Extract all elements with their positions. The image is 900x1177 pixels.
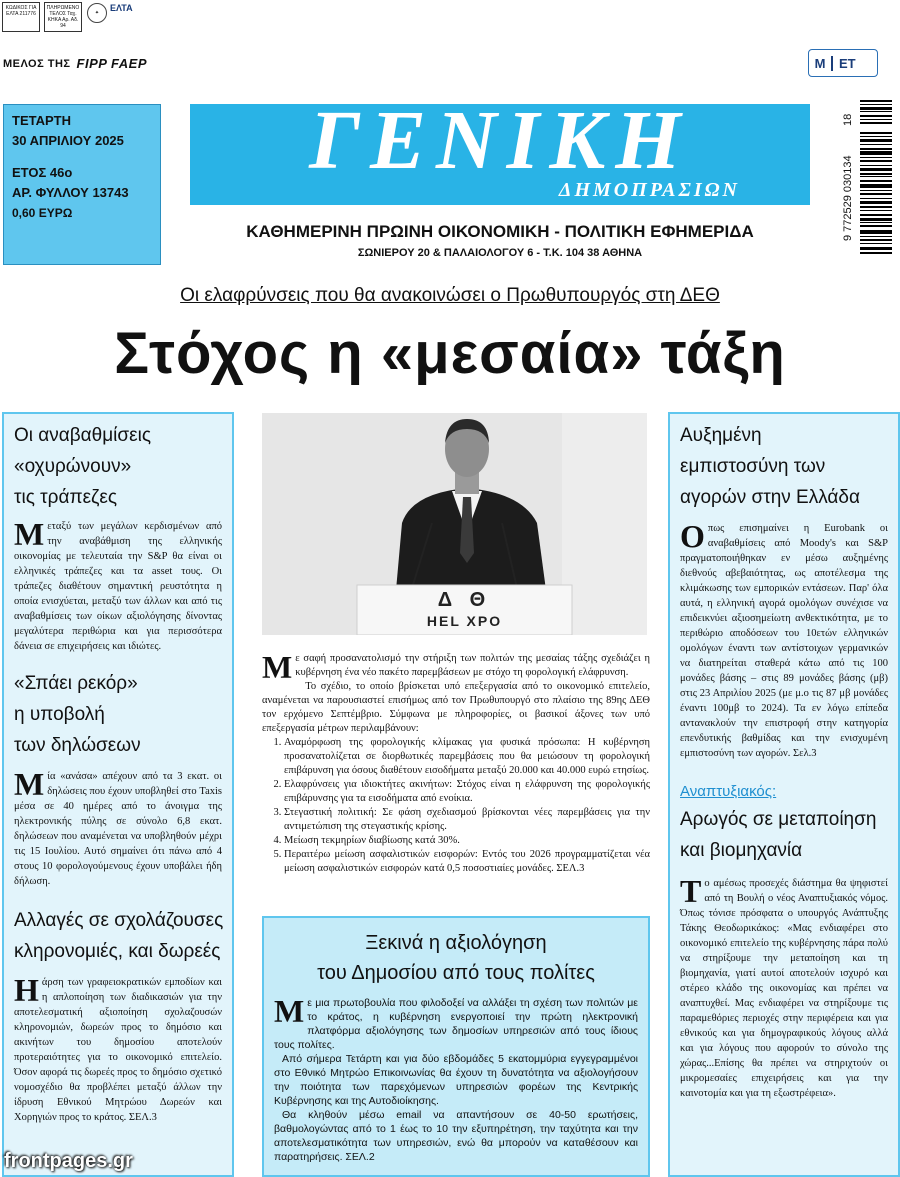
masthead-subtitle: ΔΗΜΟΠΡΑΣΙΩΝ — [558, 179, 740, 201]
elta-logo: ΕΛΤΑ — [110, 3, 133, 13]
seal-icon: ✦ — [87, 3, 107, 23]
barcode-main-bars — [860, 132, 892, 264]
blue-box-p3: Θα κληθούν μέσω email να απαντήσουν σε 40-50 ερωτήσεις, βαθμολογώντας από το 1 έως το 10 την εξυπηρέτηση, την ταχύτητα και την αποτελεσματικότητα των υπηρεσιών, ενώ θα μπορούν να καταθέσουν και παρατηρήσεις. ΣΕΛ.2 — [274, 1109, 638, 1163]
story-1-dropcap: Μ — [14, 516, 45, 552]
blue-box-dropcap: Μ — [274, 993, 305, 1029]
right-story-2-rubric: Αναπτυξιακός: — [680, 783, 777, 800]
blue-box-body — [264, 993, 648, 1164]
issue-info-box — [3, 104, 161, 265]
barcode-issue-digits: 18 — [842, 113, 854, 126]
masthead-tagline: ΚΑΘΗΜΕΡΙΝΗ ΠΡΩΙΝΗ ΟΙΚΟΝΟΜΙΚΗ - ΠΟΛΙΤΙΚΗ ΕΦΗΜΕΡΙΔΑ — [246, 222, 754, 241]
met-badge — [808, 49, 878, 77]
podium-logo-text: Δ Θ — [437, 589, 492, 611]
main-story-item: 3. Στεγαστική πολιτική: Σε φάση σχεδιασμού βρίσκονται νέες παρεμβάσεις για την αντιμετώπιση της στεγαστικής κρίσης. — [284, 806, 650, 834]
issue-year: ΕΤΟΣ 46ο — [12, 165, 73, 181]
main-story-dropcap: Μ — [262, 649, 293, 685]
issue-price: 0,60 ΕΥΡΩ — [12, 205, 73, 220]
member-line — [3, 56, 147, 71]
barcode-number: 9 772529 030134 — [842, 155, 854, 241]
right-story-2-headline-line2: και βιομηχανία — [680, 840, 803, 861]
story-2-body — [4, 766, 232, 889]
masthead-banner — [190, 94, 810, 205]
right-story-2-headline-line1: Αρωγός σε μεταποίηση — [680, 809, 877, 830]
watermark: frontpages.gr — [4, 1150, 133, 1172]
main-story-list — [262, 736, 650, 876]
main-story — [262, 649, 650, 876]
right-story-2-dropcap: Τ — [680, 873, 702, 909]
issue-date: 30 ΑΠΡΙΛΙΟΥ 2025 — [12, 133, 124, 149]
right-story-2-text: ο αμέσως προσεχές διάστημα θα ψηφιστεί από τη Βουλή ο νέος Αναπτυξιακός νόμος. Όπως τόνισε πρόσφατα ο υπουργός Ανάπτυξης Τάκης Θεοδωρικάκος: «Μας ενδιαφέρει στο οικονομικό επιτελείο της κυβέρνησης πάρα πολύ να στηρίξουμε την μεταποίηση και τη βιομηχανία, γιατί αυτοί αποτελούν ισχυρό και στέρεο κλάδο της οικονομίας και πρέπει να αναπτυχθεί. Μας ενδιαφέρει να στηρίξουμε τις παραμεθόριες περιοχές στην περιφέρεια και για εθνικούς και για δημογραφικούς λόγους αλλά και για λόγους που αφορούν το σύνολο της χώρας...Επίσης θα πρέπει να στηριχτούν οι μικρομεσαίες επιχειρήσεις και για την καινοτομία και για τη εξωστρέφεια». — [680, 878, 888, 1099]
right-story-1-headline-line3: αγορών στην Ελλάδα — [680, 487, 860, 508]
right-story-1-headline-line2: εμπιστοσύνη των — [680, 456, 826, 477]
story-1-headline-line3: τις τράπεζες — [14, 487, 118, 508]
issue-number: ΑΡ. ΦΥΛΛΟΥ 13743 — [12, 185, 129, 201]
story-3-headline-line2: κληρονομιές, και δωρεές — [14, 941, 221, 962]
story-1-headline-line1: Οι αναβαθμίσεις — [14, 425, 151, 446]
story-3-body — [4, 972, 232, 1125]
story-2-text: ία «ανάσα» απέχουν από τα 3 εκατ. οι δηλώσεις που έχουν υποβληθεί στο Taxis μέσα σε 40 ημέρες από το άνοιγμα της ηλεκτρονικής πύλης σε σύνολο 6,8 εκατ. δηλώσεων που αναμένεται να υποβληθούν μέχρι τις 15 Ιουλίου. Αυτό σημαίνει ότι πάνω από 4 στους 10 φορολογούμενους έχουν υποβάλει ήδη δήλωση. — [14, 771, 222, 887]
public-service-evaluation-box — [262, 916, 650, 1177]
story-3-dropcap: Η — [14, 972, 39, 1008]
lead-photo — [262, 413, 647, 635]
story-1-body — [4, 516, 232, 654]
met-left: Μ — [809, 56, 833, 71]
member-prefix: ΜΕΛΟΣ ΤΗΣ — [3, 57, 71, 70]
masthead-address: ΣΩΝΙΕΡΟΥ 20 & ΠΑΛΑΙΟΛΟΓΟΥ 6 - Τ.Κ. 104 38 ΑΘΗΝΑ — [357, 247, 643, 259]
story-2-headline-line3: των δηλώσεων — [14, 735, 141, 756]
lead-headline: Στόχος η «μεσαία» τάξη — [114, 321, 786, 386]
main-story-item: 1. Αναμόρφωση της φορολογικής κλίμακας για φυσικά πρόσωπα: Η κυβέρνηση προσανατολίζεται σε διορθωτικές παρεμβάσεις που θα μειώσουν τη φορολογική επιβάρυνση για όσους διαθέτουν εισοδήματα μεταξύ 20.000 και 40.000 ευρώ ετησίως. — [284, 736, 650, 778]
story-1-text: εταξύ των μεγάλων κερδισμένων από την αναβάθμιση της ελληνικής οικονομίας με τελευταία την S&P θα είναι οι ελληνικές τράπεζες και τα asset τους. Οι τράπεζες διαθέτουν σημαντική ρευστότητα η οποία ενισχύεται, μεταξύ των άλλων και από τις αναβαθμίσεις των οίκων αξιολόγησης δίνοντας μεγαλύτερα περιθώρια και για περισσότερα δάνεια σε επιχειρήσεις και ιδιώτες. — [14, 521, 222, 652]
main-story-item: 5. Περαιτέρω μείωση ασφαλιστικών εισφορών: Εντός του 2026 προγραμματίζεται νέα μείωση ασφαλιστικών εισφορών κατά 0,5 ποσοστιαίες μονάδες. ΣΕΛ.3 — [284, 848, 650, 876]
main-story-item: 2. Ελαφρύνσεις για ιδιοκτήτες ακινήτων: Στόχος είναι η ελάφρυνση της φορολογικής επιβάρυνσης για τα εισοδήματα από ενοίκια. — [284, 778, 650, 806]
story-3-headline-line1: Αλλαγές σε σχολάζουσες — [14, 910, 224, 931]
story-1-headline-line2: «οχυρώνουν» — [14, 456, 132, 477]
barcode — [836, 98, 898, 268]
story-2-dropcap: Μ — [14, 766, 45, 802]
right-story-1-headline-line1: Αυξημένη — [680, 425, 762, 446]
postal-code-badge — [2, 2, 40, 32]
blue-box-p1: ε μια πρωτοβουλία που φιλοδοξεί να αλλάξει τη σχέση των πολιτών με το κράτος, η κυβέρνηση ενεργοποιεί την πρώτη ηλεκτρονική πλατφόρμα αξιολόγησης των δημοσίων υπηρεσιών από τους ίδιους τους πολίτες. — [274, 997, 638, 1051]
main-story-intro: ε σαφή προσανατολισμό την στήριξη των πολιτών της μεσαίας τάξης σχεδιάζει η κυβέρνηση ένα νέο πακέτο παρεμβάσεων με στόχο τη φορολογική ελάφρυνση. — [295, 653, 650, 678]
masthead-title: ΓΕΝΙΚΗ — [309, 94, 691, 187]
paid-fee-text: ΠΛΗΡΩΜΕΝΟ ΤΕΛΟΣ Ταχ. ΚΗΚΑ Αρ. Αδ. 94 — [46, 5, 80, 29]
right-story-2-body — [670, 873, 898, 1101]
podium-logo-subtext: HEL XPO — [426, 613, 503, 629]
blue-box-headline-line1: Ξεκινά η αξιολόγηση — [365, 932, 547, 954]
story-2-headline-line2: η υποβολή — [14, 704, 105, 725]
paid-fee-badge — [44, 2, 82, 32]
right-story-1-dropcap: Ο — [680, 518, 705, 554]
lead-kicker: Οι ελαφρύνσεις που θα ανακοινώσει ο Πρωθυπουργός στη ΔΕΘ — [180, 285, 720, 306]
met-right: ΕΤ — [839, 55, 856, 71]
weekday: ΤΕΤΑΡΤΗ — [12, 113, 71, 128]
barcode-addon-bars — [860, 100, 892, 128]
right-story-1-text: πως επισημαίνει η Eurobank οι αναβαθμίσεις από Moody's και S&P πραγματοποιήθηκαν εν μέσω αυξημένης διεθνούς αβεβαιότητας, ως αποτέλεσμα της κλιμάκωσης των εμπορικών εντάσεων. Παρ' όλα αυτά, η ελληνική αγορά ομολόγων συνέχισε να επιδεικνύει αξιοσημείωτη ανθεκτικότητα, με το περιθώριο αποδόσεων του 10ετών ελληνικών ομολόγων έναντι των αντίστοιχων γερμανικών να διατηρείται σταθερά κάτω από τις 100 μονάδες βάσης – στις 89 μονάδες βάσης (μβ) στις 23 Απριλίου 2025 (με μ.ο τις 87 μβ μονάδες έναντι 100μβ το 2024). Τα εν λόγω επίπεδα αντανακλούν την επιστροφή στην κατηγορία επενδυτικής βαθμίδας και την ενισχυμένη εμπιστοσύνη των αγορών. Σελ.3 — [680, 523, 888, 759]
right-column — [668, 412, 900, 1177]
main-story-paragraph-2: Το σχέδιο, το οποίο βρίσκεται υπό επεξεργασία από το οικονομικό επιτελείο, αναμένεται να παρουσιαστεί επισήμως από τον Πρωθυπουργό στο πλαίσιο της 89ης ΔΕΘ τον ερχόμενο Σεπτέμβριο. Σύμφωνα με πληροφορίες, οι βασικοί άξονες των υπό επεξεργασία μέτρων περιλαμβάνουν: — [262, 681, 650, 734]
postal-code-text: ΚΩΔΙΚΟΣ ΓΙΑ ΕΛΤΑ 211776 — [5, 5, 37, 17]
blue-box-p2: Από σήμερα Τετάρτη και για δύο εβδομάδες 5 εκατομμύρια εγγεγραμμένοι στο Εθνικό Μητρώο Επικοινωνίας θα έχουν τη δυνατότητα να αξιολογήσουν την ποιότητα των παρεχόμενων υπηρεσιών φορέων της Κεντρικής Κυβέρνησης και της Αυτοδιοίκησης. — [274, 1053, 638, 1107]
right-story-1-body — [670, 518, 898, 761]
blue-box-headline-line2: του Δημοσίου από τους πολίτες — [317, 962, 595, 984]
left-column — [2, 412, 234, 1177]
story-2-headline-line1: «Σπάει ρεκόρ» — [14, 673, 138, 694]
member-orgs-logo: FIPP FAEP — [76, 56, 148, 71]
story-3-text: άρση των γραφειοκρατικών εμποδίων και η απλοποίηση των διαδικασιών για την αποτελεσματική αξιοποίηση σχολαζουσών κληρονομιών, δωρεών προς το δημόσιο και ακινήτων του δημοσίου αποτελούν προτεραιότητες για το οικονομικό επιτελείο. Όσον αφορά τις δωρεές προς το δημόσιο σχετικό νομοσχέδιο θα προβλέπει μεταξύ άλλων την ίδρυση Εθνικού Μητρώου Δωρεών και Χορηγιών προς το κράτος. ΣΕΛ.3 — [14, 977, 222, 1123]
main-story-item: 4. Μείωση τεκμηρίων διαβίωσης κατά 30%. — [284, 834, 650, 848]
